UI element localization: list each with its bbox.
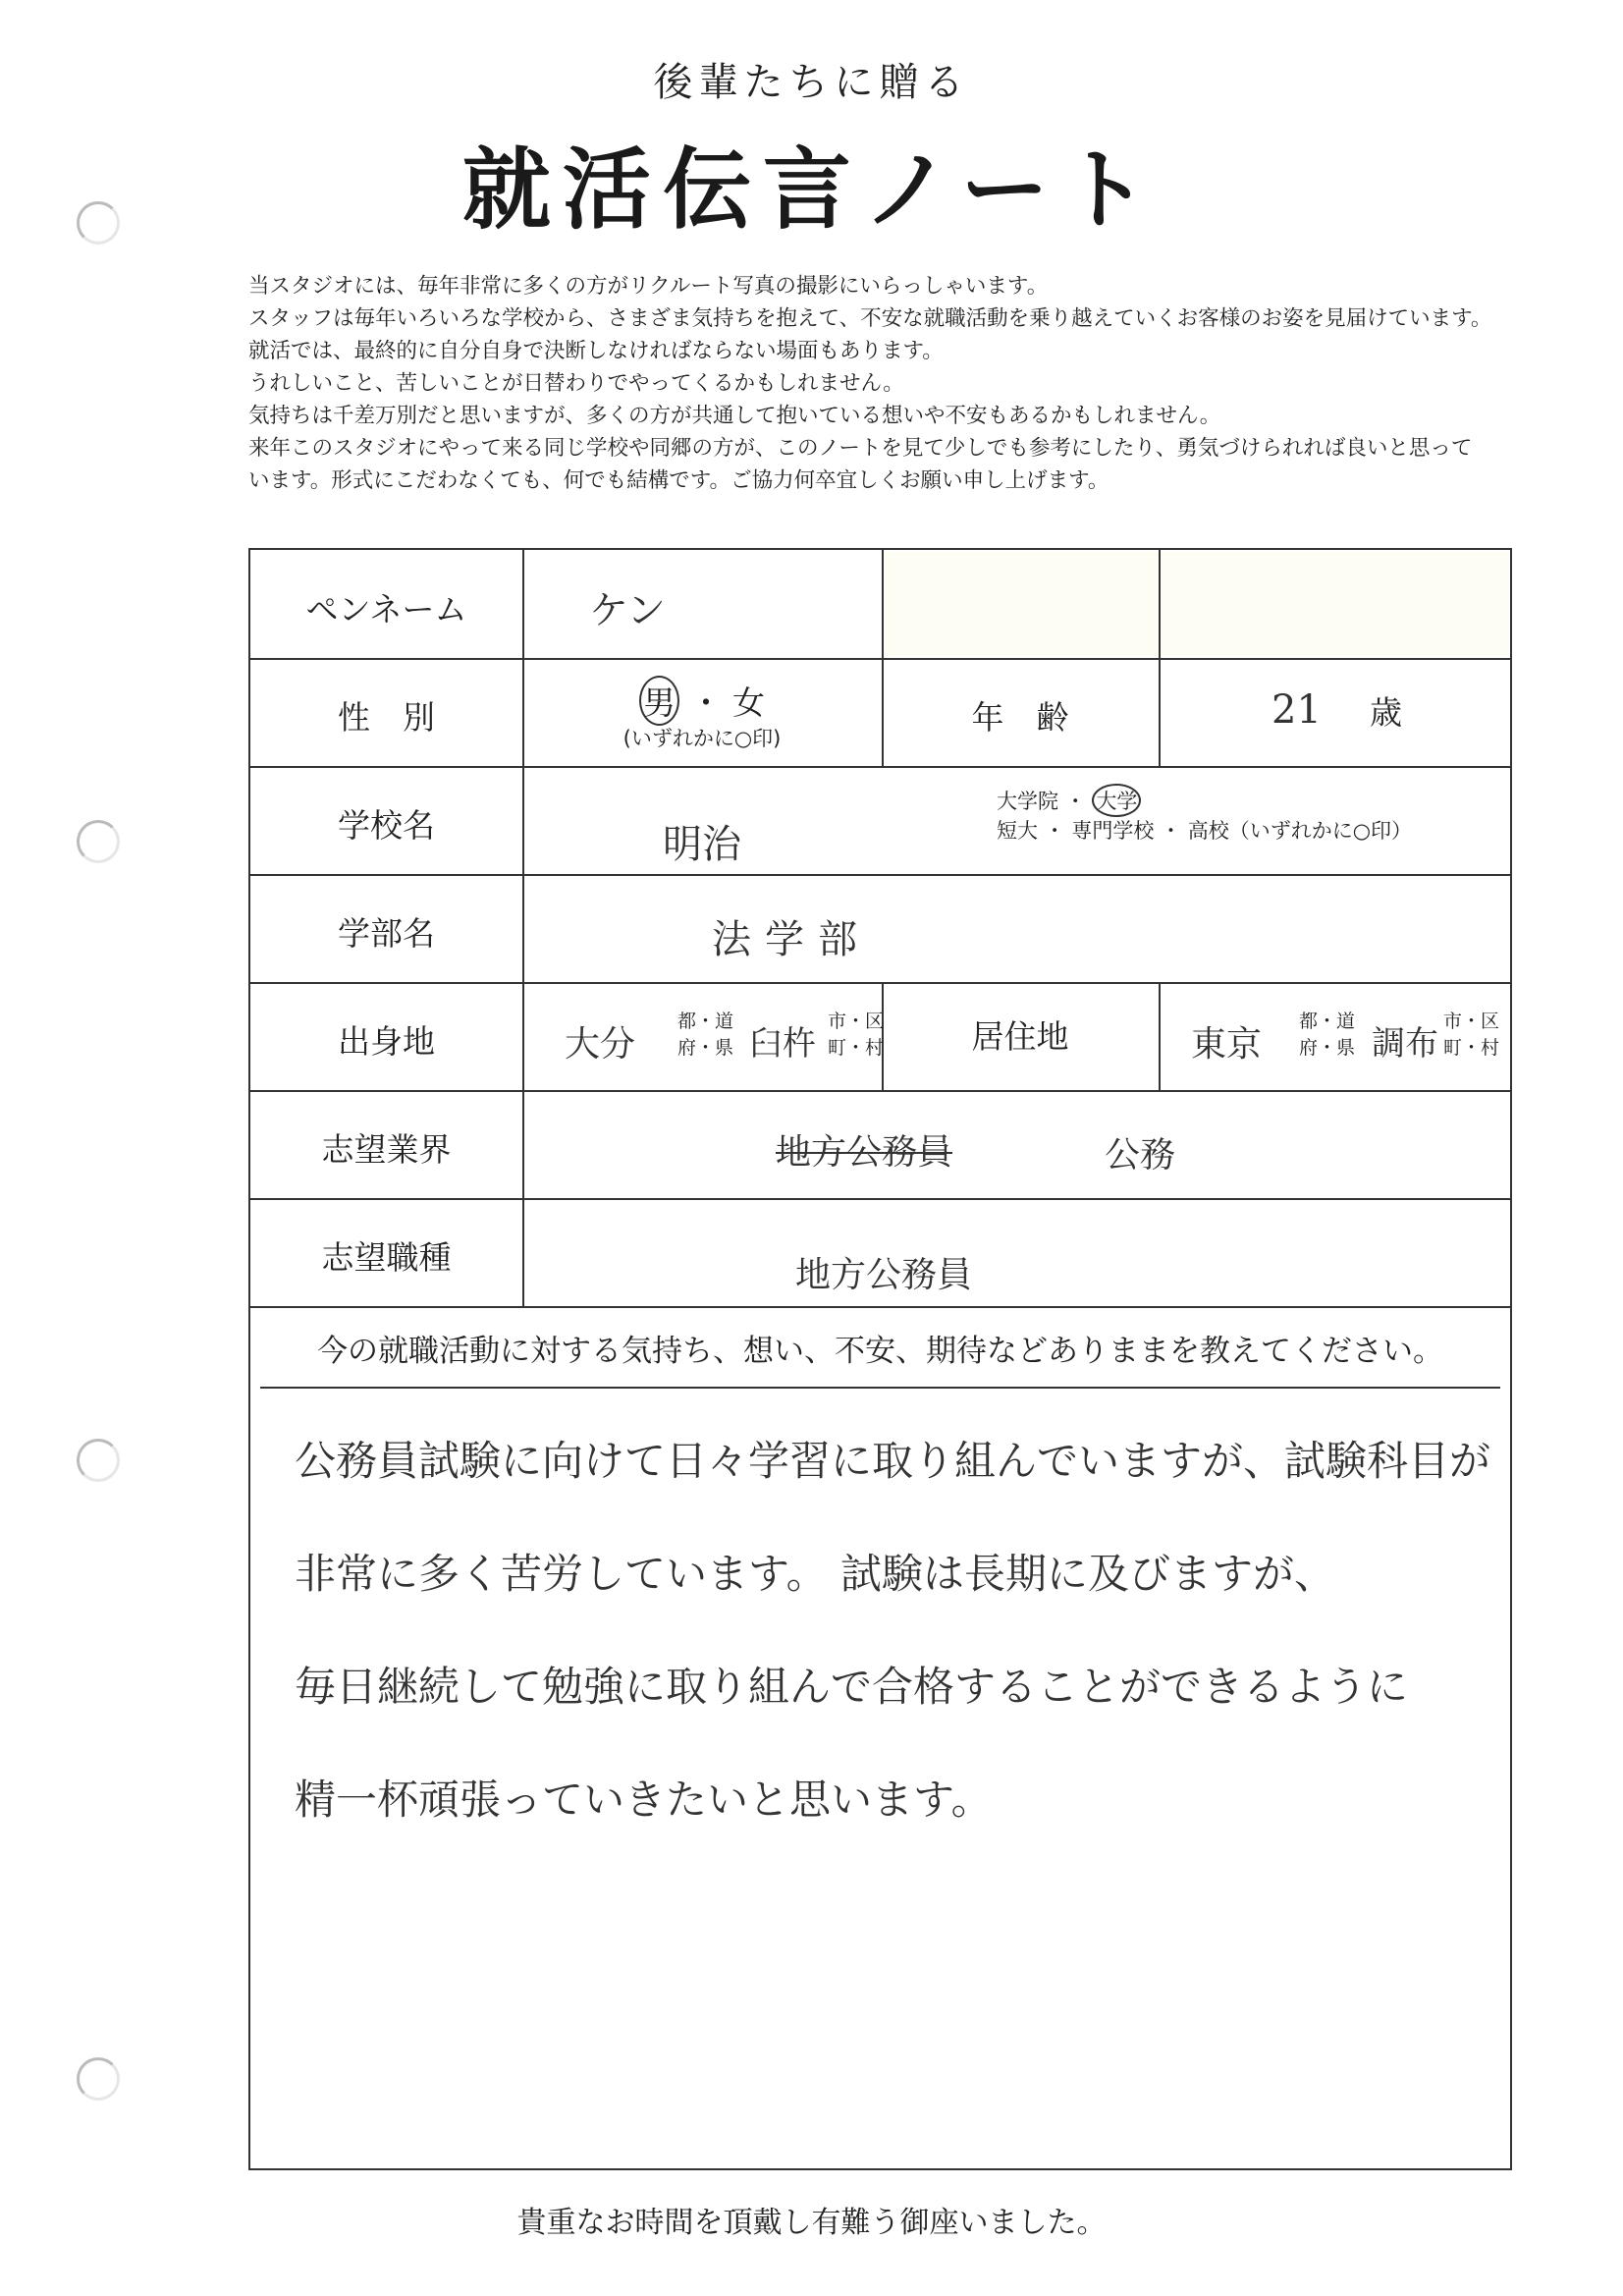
residence-city-suffix-top: 市・区 [1443,1011,1500,1032]
school-type-line1 [997,784,1141,817]
label-column-divider [522,550,524,1306]
punch-hole [77,1439,120,1482]
gender-note: (いずれかに○印) [622,727,782,750]
answer-line: 公務員試験に向けて日々学習に取り組んでいますが、試験科目が [295,1437,1491,1485]
intro-line: うれしいこと、苦しいことが日替わりでやってくるかもしれません。 [248,371,904,396]
intro-line: います。形式にこだわなくても、何でも結構です。ご協力何卒宜しくお願い申し上げます。 [248,468,1109,493]
gender-options [522,676,882,726]
residence-pref-suffix-bottom: 府・県 [1299,1037,1356,1059]
industry-struck-value: 地方公務員 [776,1132,953,1173]
punch-hole [77,820,120,863]
gender-label: 性 別 [338,698,435,737]
answer-line: 毎日継続して勉強に取り組んで合格することができるように [295,1663,1409,1711]
pen-name-label: ペンネーム [305,590,467,629]
residence-label: 居住地 [971,1017,1069,1056]
school-type-line2: 短大 ・ 専門学校 ・ 高校（いずれかに○印） [997,819,1413,843]
intro-line: 当スタジオには、毎年非常に多くの方がリクルート写真の撮影にいらっしゃいます。 [248,274,1049,299]
residence-prefecture: 東京 [1191,1024,1263,1065]
column-divider [1159,550,1161,658]
age-value: 21 [1271,687,1322,733]
intro-line: 気持ちは千差万別だと思いますが、多くの方が共通して抱いている想いや不安もあるかもしれません。 [248,404,1221,428]
hometown-pref-suffix-bottom: 府・県 [677,1037,734,1059]
school-type-grad: 大学院 [997,790,1058,813]
row-divider [250,982,1510,984]
row-divider [250,1090,1510,1092]
hometown-pref-suffix-top: 都・道 [677,1011,734,1032]
job-label: 志望職種 [321,1238,452,1277]
faculty-label: 学部名 [338,914,435,953]
page-title: 就活伝言ノート [461,138,1162,242]
punch-hole [77,2057,120,2101]
job-value: 地方公務員 [795,1255,973,1295]
intro-line: 就活では、最終的に自分自身で決断しなければならない場面もあります。 [248,339,944,363]
page-subtitle: 後輩たちに贈る [653,60,970,105]
answer-line: 非常に多く苦労しています。 試験は長期に及びますが、 [295,1550,1335,1598]
questionnaire-form [248,548,1512,2170]
intro-text [248,270,1584,497]
hometown-prefecture: 大分 [565,1024,636,1065]
answer-line: 精一杯頑張っていきたいと思います。 [295,1776,993,1824]
intro-line: 来年このスタジオにやって来る同じ学校や同郷の方が、このノートを見て少しでも参考にしたり、勇気づけられれば良いと思って [248,436,1473,461]
hometown-label: 出身地 [338,1022,435,1061]
row-divider [250,874,1510,876]
row-divider [250,658,1510,660]
age-label: 年 齢 [971,698,1069,737]
school-label: 学校名 [338,806,435,845]
hometown-city-suffix-bottom: 町・村 [828,1037,885,1059]
intro-line: スタッフは毎年いろいろな学校から、さまざま気持ちを抱えて、不安な就職活動を乗り越えていくお客様のお姿を見届けています。 [248,306,1492,331]
hometown-city: 臼杵 [749,1024,816,1064]
residence-city: 調布 [1372,1024,1438,1064]
column-divider [1159,982,1161,1090]
row-divider [250,766,1510,768]
residence-city-suffix-bottom: 町・村 [1443,1037,1500,1059]
row-divider [250,1198,1510,1200]
gender-female-option: 女 [732,683,765,722]
gender-male-option-circled: 男 [639,676,679,726]
gender-separator: ・ [689,683,723,722]
residence-pref-suffix-top: 都・道 [1299,1011,1356,1032]
pen-name-value: ケン [589,588,666,633]
redacted-area [885,552,1509,656]
hometown-city-suffix-top: 市・区 [828,1011,885,1032]
row-divider [250,1306,1510,1308]
question-divider [260,1387,1500,1389]
footer-thanks: 貴重なお時間を頂戴し有難う御座いました。 [516,2206,1107,2240]
age-unit: 歳 [1370,693,1402,732]
faculty-value: 法学部 [712,917,871,962]
school-value: 明治 [663,822,741,867]
school-type-university-circled: 大学 [1092,784,1141,817]
industry-value: 公務 [1105,1135,1176,1175]
question-text: 今の就職活動に対する気持ち、想い、不安、期待などありままを教えてください。 [317,1334,1443,1369]
industry-label: 志望業界 [321,1130,452,1169]
school-type-separator: ・ [1064,790,1086,813]
